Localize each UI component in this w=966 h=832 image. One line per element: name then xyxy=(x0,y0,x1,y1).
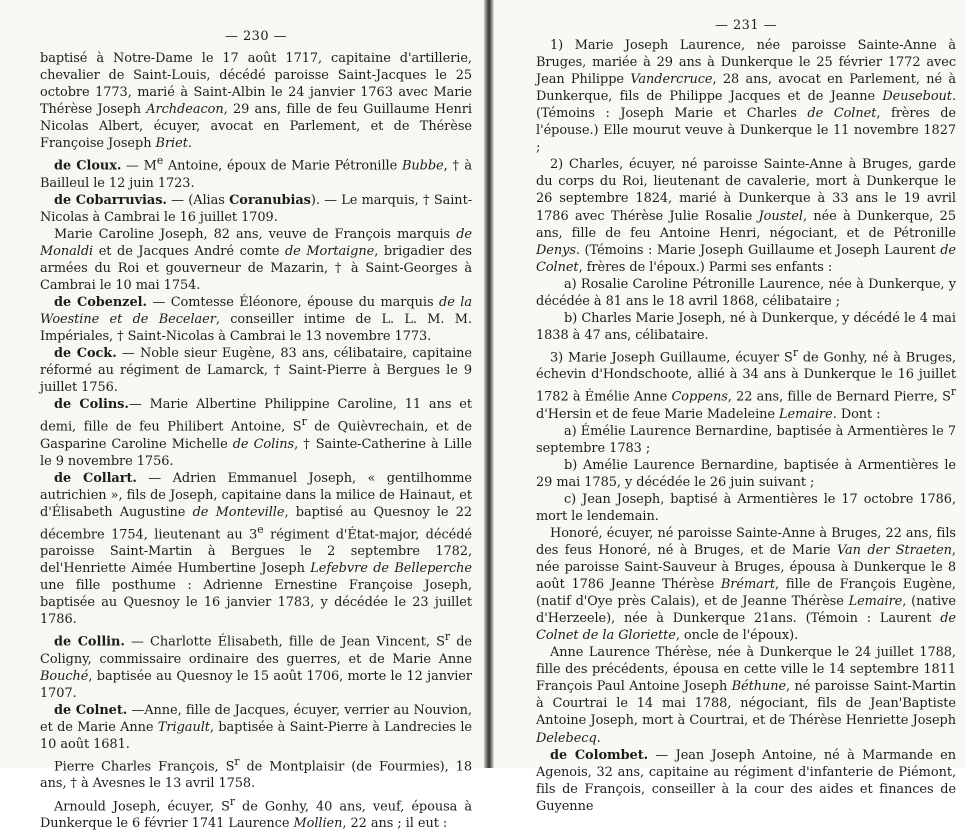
page-number: — 231 — xyxy=(714,18,778,33)
entry-paragraph: de Colombet. — Jean Joseph Antoine, né à Marmande en Agenois, 32 ans, capitaine au régiment d'infanterie de Piémont, fils de François, conseiller à la cour des aides et finances de Guyenne xyxy=(536,747,956,814)
entry-paragraph: 3) Marie Joseph Guillaume, écuyer $S^r$ de Gonhy, né à Bruges, échevin d'Hondschoote, allié à 34 ans à Dunkerque le 16 juillet 1782 à Émélie Anne Coppens, 22 ans, fille de Bernard Pierre, $S^r$ d'Hersin et de feue Marie Madeleine Lemaire. Dont : xyxy=(536,345,956,422)
entry-paragraph: baptisé à Notre-Dame le 17 août 1717, capitaine d'artillerie, chevalier de Saint-Louis, décédé paroisse Saint-Jacques le 25 octobre 1773, marié à Saint-Albin le 24 janvier 1763 avec Marie Thérèse Joseph Archdeacon, 29 ans, fille de feu Guillaume Henri Nicolas Albert, écuyer, avocat en Parlement, et de Thérèse Françoise Joseph Briet. xyxy=(40,51,472,152)
entry-paragraph: Arnould Joseph, écuyer, $S^r$ de Gonhy, 40 ans, veuf, épousa à Dunkerque le 6 février 1741 Laurence Mollien, 22 ans ; il eut : xyxy=(40,794,472,831)
entry-paragraph: de Cobenzel. — Comtesse Éléonore, épouse du marquis de la Woestine et de Becelaer, conseiller intime de L. L. M. M. Impériales, † Saint-Nicolas à Cambrai le 13 novembre 1773. xyxy=(40,295,472,345)
entry-paragraph: 2) Charles, écuyer, né paroisse Sainte-Anne à Bruges, garde du corps du Roi, lieutenant de cavalerie, mort à Dunkerque le 26 septembre 1824, marié à Dunkerque à 33 ans le 19 avril 1786 avec Thérèse Julie Rosalie Joustel, née à Dunkerque, 25 ans, fille de feu Antoine Henri, négociant, et de Pétronille Denys. (Témoins : Marie Joseph Guillaume et Joseph Laurent de Colnet, frères de l'époux.) Parmi ses enfants : xyxy=(536,157,956,275)
entry-paragraph: Marie Caroline Joseph, 82 ans, veuve de François marquis de Monaldi et de Jacques André comte de Mortaigne, brigadier des armées du Roi et gouverneur de Mazarin, † à Saint-Georges à Cambrai le 10 mai 1754. xyxy=(40,226,472,293)
entry-paragraph: Anne Laurence Thérèse, née à Dunkerque le 24 juillet 1788, fille des précédents, épousa en cette ville le 14 septembre 1811 François Paul Antoine Joseph Béthune, né paroisse Saint-Martin à Courtrai le 14 mai 1788, négociant, fils de Jean'Baptiste Antoine Joseph, mort à Courtrai, et de Thérèse Henriette Joseph Delebecq. xyxy=(536,645,956,746)
right-page xyxy=(494,0,966,814)
entry-paragraph: c) Jean Joseph, baptisé à Armentières le 17 octobre 1786, mort le lendemain. xyxy=(536,491,956,524)
entry-paragraph: Honoré, écuyer, né paroisse Sainte-Anne à Bruges, 22 ans, fils des feus Honoré, né à Bruges, et de Marie Van der Straeten, née paroisse Saint-Sauveur à Bruges, épousa à Dunkerque le 8 août 1786 Jeanne Thérèse Brémart, fille de François Eugène, (natif d'Oye près Calais), et de Jeanne Thérèse Lemaire, (native d'Herzeele), née à Dunkerque 21ans. (Témoin : Laurent de Colnet de la Gloriette, oncle de l'époux). xyxy=(536,525,956,644)
entry-paragraph: b) Charles Marie Joseph, né à Dunkerque, y décédé le 4 mai 1838 à 47 ans, célibataire. xyxy=(536,310,956,343)
left-page-body xyxy=(40,50,472,832)
entry-paragraph: de Cock. — Noble sieur Eugène, 83 ans, célibataire, capitaine réformé au régiment de Lamarck, † Saint-Pierre à Bergues le 9 juillet 1756. xyxy=(40,346,472,396)
entry-paragraph: 1) Marie Joseph Laurence, née paroisse Sainte-Anne à Bruges, mariée à 29 ans à Dunkerque le 25 février 1772 avec Jean Philippe Vandercruce, 28 ans, avocat en Parlement, né à Dunkerque, fils de Philippe Jacques et de Jeanne Deusebout. (Témoins : Joseph Marie et Charles de Colnet, frères de l'épouse.) Elle mourut veuve à Dunkerque le 11 novembre 1827 ; xyxy=(536,38,957,156)
entry-paragraph: a) Rosalie Caroline Pétronille Laurence, née à Dunkerque, y décédée à 81 ans le 18 avril 1868, célibataire ; xyxy=(536,276,956,309)
entry-paragraph: de Colins.— Marie Albertine Philippine Caroline, 11 ans et demi, fille de feu Philibert Antoine, $S^r$ de Quièvrechain, et de Gasparine Caroline Michelle de Colins, † Sainte-Catherine à Lille le 9 novembre 1756. xyxy=(40,397,472,469)
page-number: — 230 — xyxy=(224,29,288,44)
entry-paragraph: de Collin. — Charlotte Élisabeth, fille de Jean Vincent, $S^r$ de Coligny, commissaire ordinaire des guerres, et de Marie Anne Bouché, baptisée au Quesnoy le 15 août 1706, morte le 12 janvier 1707. xyxy=(40,630,472,701)
entry-paragraph: de Colnet. —Anne, fille de Jacques, écuyer, verrier au Nouvion, et de Marie Anne Trigault, baptisée à Saint-Pierre à Landrecies le 10 août 1681. xyxy=(40,702,472,753)
right-page-body xyxy=(536,37,956,815)
entry-paragraph: b) Amélie Laurence Bernardine, baptisée à Armentières le 29 mai 1785, y décédée le 26 juin suivant ; xyxy=(536,457,956,490)
entry-paragraph: a) Émélie Laurence Bernardine, baptisée à Armentières le 7 septembre 1783 ; xyxy=(536,423,956,456)
entry-paragraph: Pierre Charles François, $S^r$ de Montplaisir (de Fourmies), 18 ans, † à Avesnes le 13 avril 1758. xyxy=(40,755,472,792)
entry-paragraph: de Cloux. — Me Antoine, époux de Marie Pétronille Bubbe, † à Bailleul le 12 juin 1723. xyxy=(40,154,472,191)
entry-paragraph: de Cobarruvias. — (Alias Coranubias). — Le marquis, † Saint-Nicolas à Cambrai le 16 juillet 1709. xyxy=(40,192,472,225)
entry-paragraph: de Collart. — Adrien Emmanuel Joseph, « gentilhomme autrichien », fils de Joseph, capitaine dans la milice de Hainaut, et d'Élisabeth Augustine de Monteville, baptisé au Quesnoy le 22 décembre 1754, lieutenant au 3e régiment d'État-major, décédé paroisse Saint-Martin à Bergues le 2 septembre 1782, del'Henriette Aimée Humbertine Joseph Lefebvre de Belleperche une fille posthume : Adrienne Ernestine Françoise Joseph, baptisée au Quesnoy le 16 janvier 1783, y décédée le 23 juillet 1786. xyxy=(40,470,473,628)
book-gutter xyxy=(484,0,494,768)
